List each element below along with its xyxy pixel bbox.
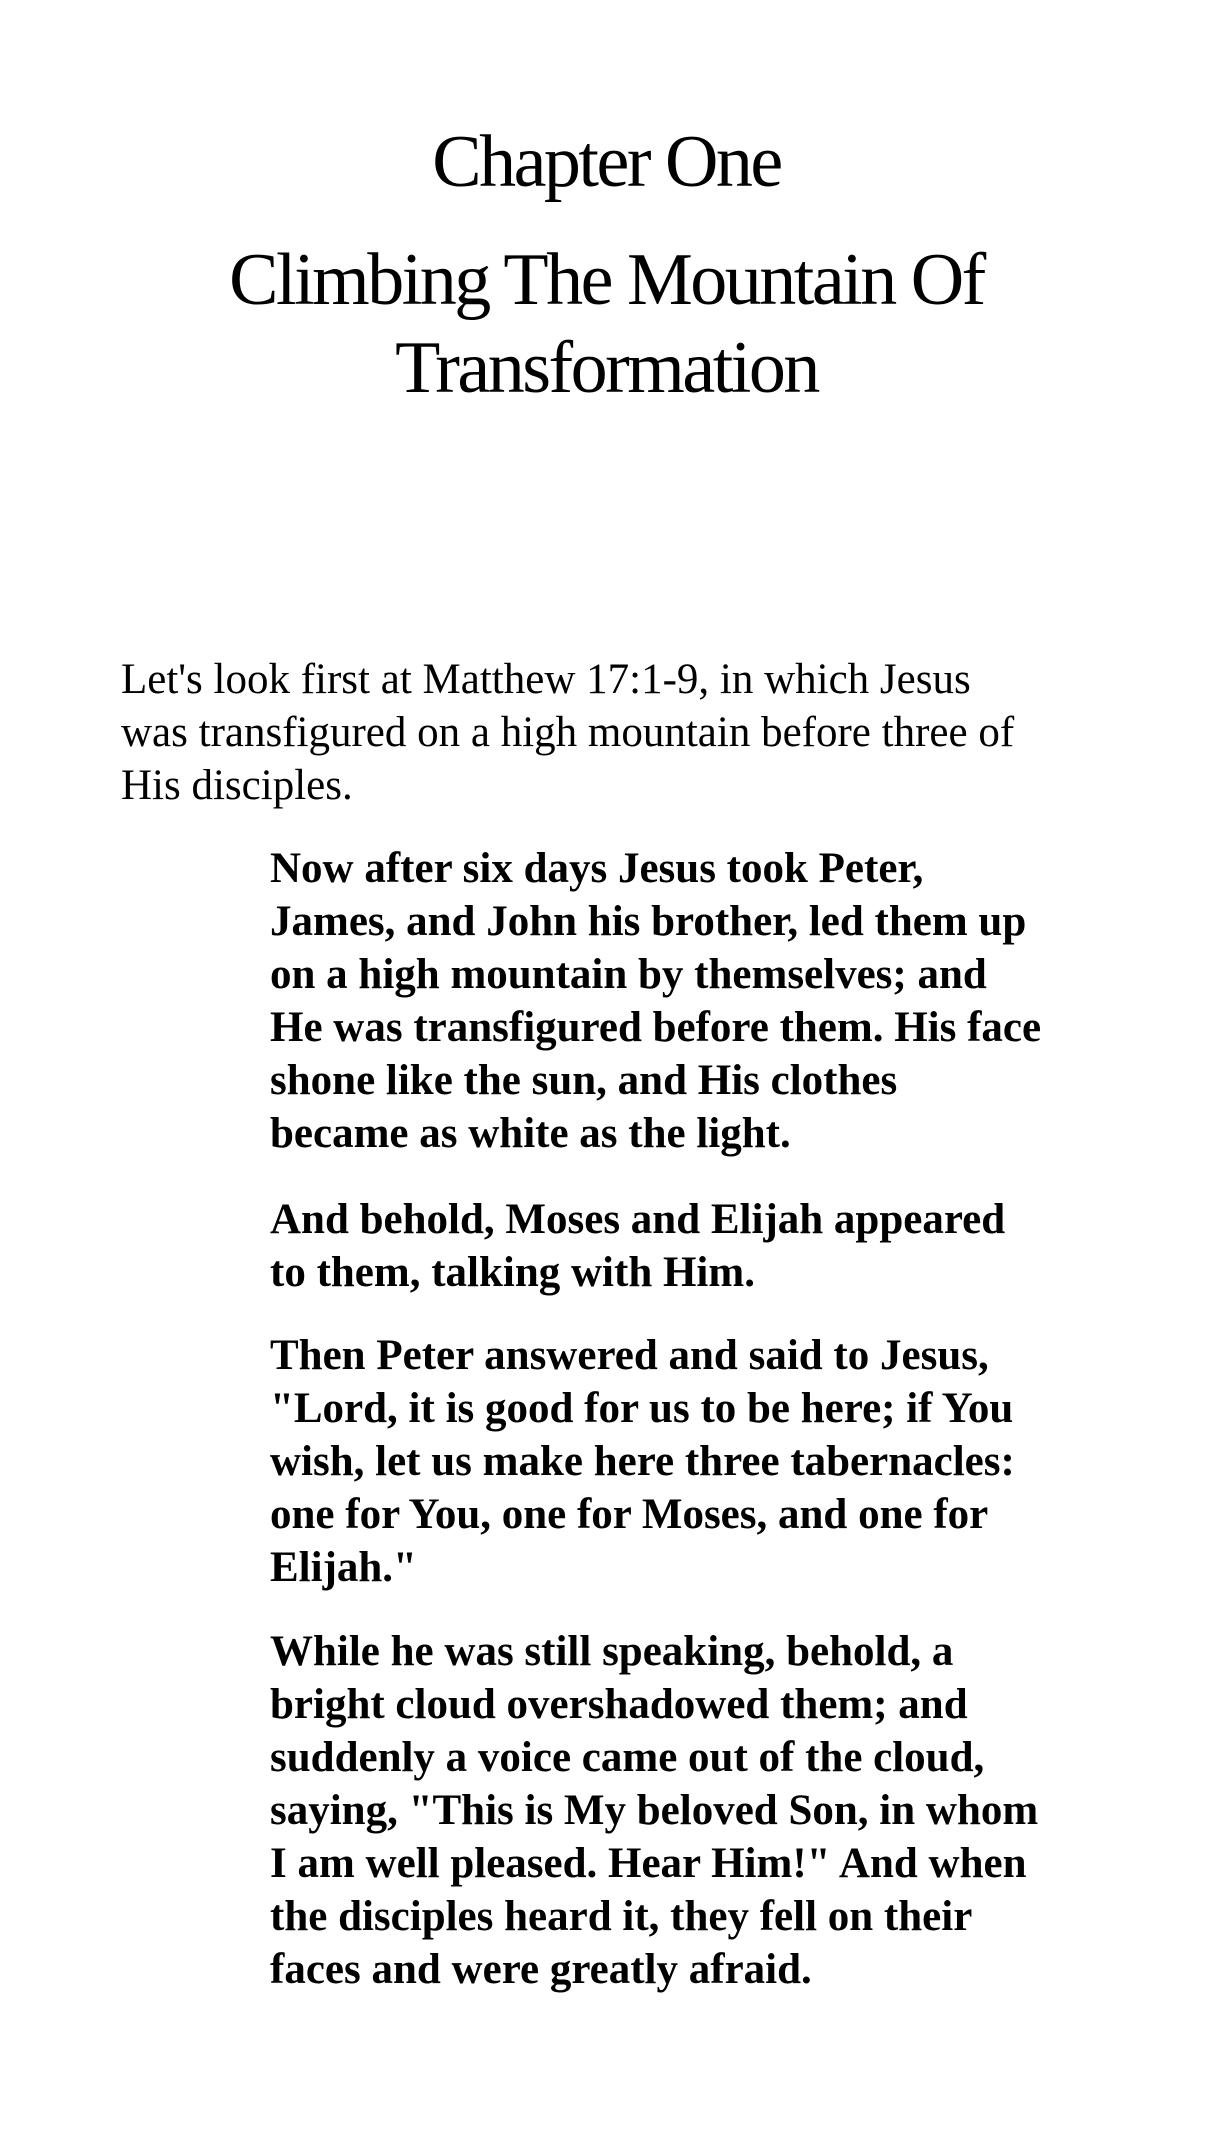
- verse-line: Now after six days Jesus took Peter,: [270, 845, 924, 892]
- verse-line: became as white as the light.: [270, 1110, 791, 1157]
- scripture-verse-1: [270, 842, 1150, 1160]
- verse-line: wish, let us make here three tabernacles:: [270, 1438, 1015, 1485]
- verse-line: He was transfigured before them. His face: [270, 1004, 1042, 1051]
- verse-line: saying, "This is My beloved Son, in whom: [270, 1787, 1039, 1834]
- verse-line: suddenly a voice came out of the cloud,: [270, 1734, 985, 1781]
- scripture-verse-3: [270, 1329, 1150, 1594]
- verse-line: on a high mountain by themselves; and: [270, 951, 987, 998]
- intro-line: Let's look first at Matthew 17:1-9, in which Jesus: [121, 656, 971, 703]
- chapter-title: [0, 236, 1213, 412]
- scripture-verse-4: [270, 1625, 1150, 1996]
- scripture-verse-2: [270, 1193, 1150, 1299]
- verse-line: bright cloud overshadowed them; and: [270, 1681, 968, 1728]
- verse-line: one for You, one for Moses, and one for: [270, 1491, 989, 1538]
- verse-line: to them, talking with Him.: [270, 1249, 755, 1296]
- chapter-title-line: Climbing The Mountain Of: [229, 239, 984, 321]
- verse-line: the disciples heard it, they fell on their: [270, 1893, 973, 1940]
- verse-line: shone like the sun, and His clothes: [270, 1057, 898, 1104]
- verse-line: And behold, Moses and Elijah appeared: [270, 1196, 1006, 1243]
- chapter-title-line: Transformation: [395, 327, 818, 409]
- verse-line: faces and were greatly afraid.: [270, 1946, 812, 1993]
- verse-line: Then Peter answered and said to Jesus,: [270, 1332, 989, 1379]
- chapter-number: Chapter One: [432, 121, 781, 203]
- verse-line: "Lord, it is good for us to be here; if You: [270, 1385, 1014, 1432]
- intro-line: was transfigured on a high mountain before three of: [121, 709, 1015, 756]
- verse-line: I am well pleased. Hear Him!" And when: [270, 1840, 1027, 1887]
- verse-line: James, and John his brother, led them up: [270, 898, 1027, 945]
- intro-paragraph: [121, 653, 1121, 812]
- verse-line: While he was still speaking, behold, a: [270, 1628, 954, 1675]
- verse-line: Elijah.": [270, 1544, 417, 1591]
- intro-line: His disciples.: [121, 762, 353, 809]
